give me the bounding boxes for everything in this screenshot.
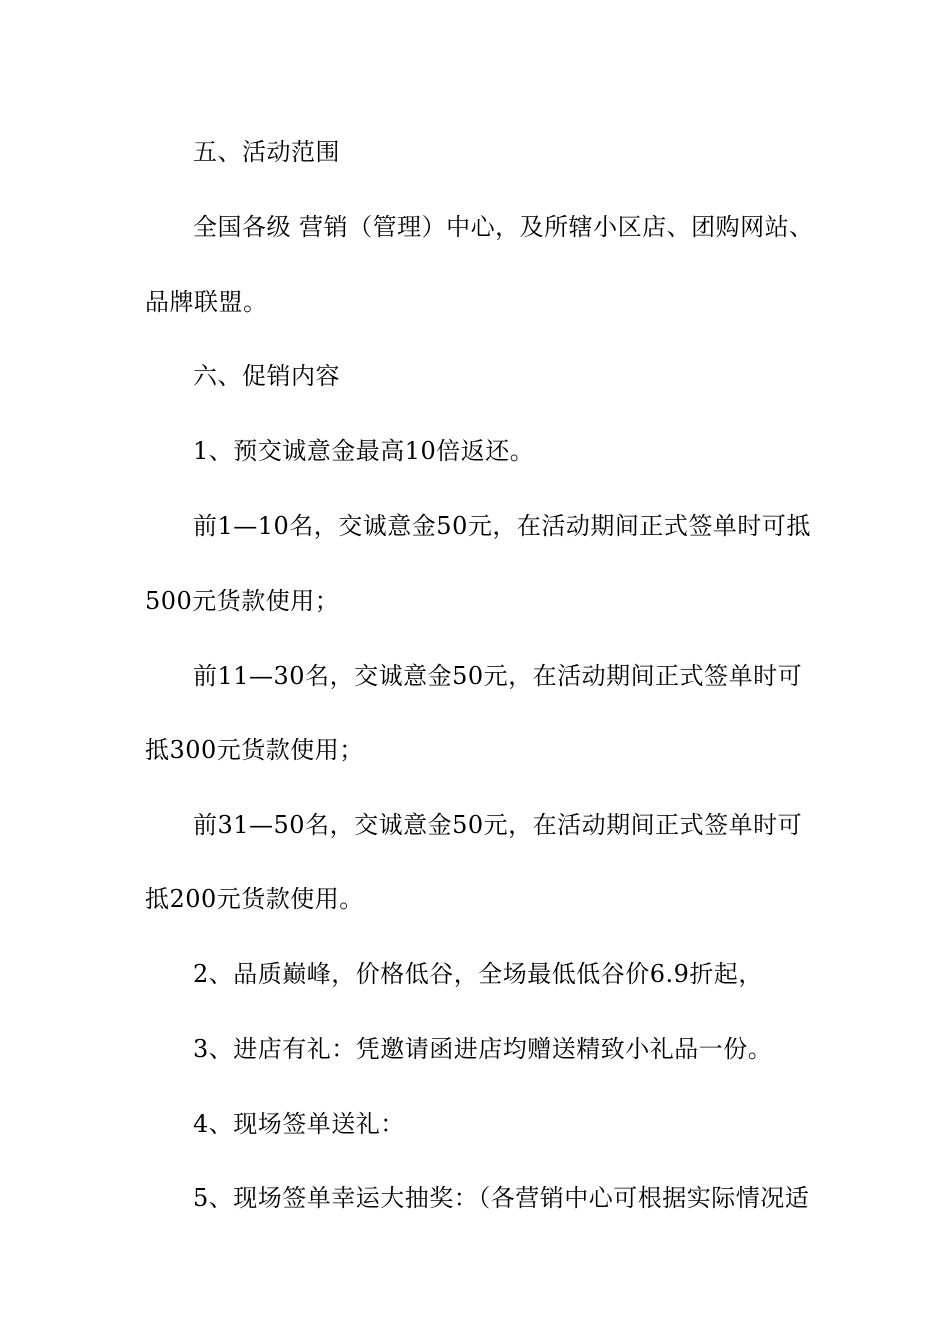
section-heading-promotion: 六、促销内容 — [193, 362, 340, 390]
paragraph-line: 500元货款使用； — [145, 587, 340, 615]
list-item: 5、现场签单幸运大抽奖：（各营销中心可根据实际情况适 — [193, 1184, 810, 1212]
paragraph-line: 品牌联盟。 — [145, 288, 268, 316]
list-item: 4、现场签单送礼： — [193, 1110, 405, 1138]
list-item: 1、预交诚意金最高10倍返还。 — [193, 437, 535, 465]
section-heading-scope: 五、活动范围 — [193, 138, 340, 166]
paragraph-line: 前11—30名，交诚意金50元，在活动期间正式签单时可 — [193, 662, 803, 690]
paragraph-line: 前1—10名，交诚意金50元，在活动期间正式签单时可抵 — [193, 512, 811, 540]
list-item: 3、进店有礼：凭邀请函进店均赠送精致小礼品一份。 — [193, 1035, 773, 1063]
list-item: 2、品质巅峰，价格低谷，全场最低低谷价6.9折起， — [193, 960, 763, 988]
paragraph-line: 抵300元货款使用； — [145, 736, 364, 764]
paragraph-line: 抵200元货款使用。 — [145, 885, 364, 913]
paragraph-line: 全国各级 营销（管理）中心，及所辖小区店、团购网站、 — [193, 213, 814, 241]
paragraph-line: 前31—50名，交诚意金50元，在活动期间正式签单时可 — [193, 811, 803, 839]
